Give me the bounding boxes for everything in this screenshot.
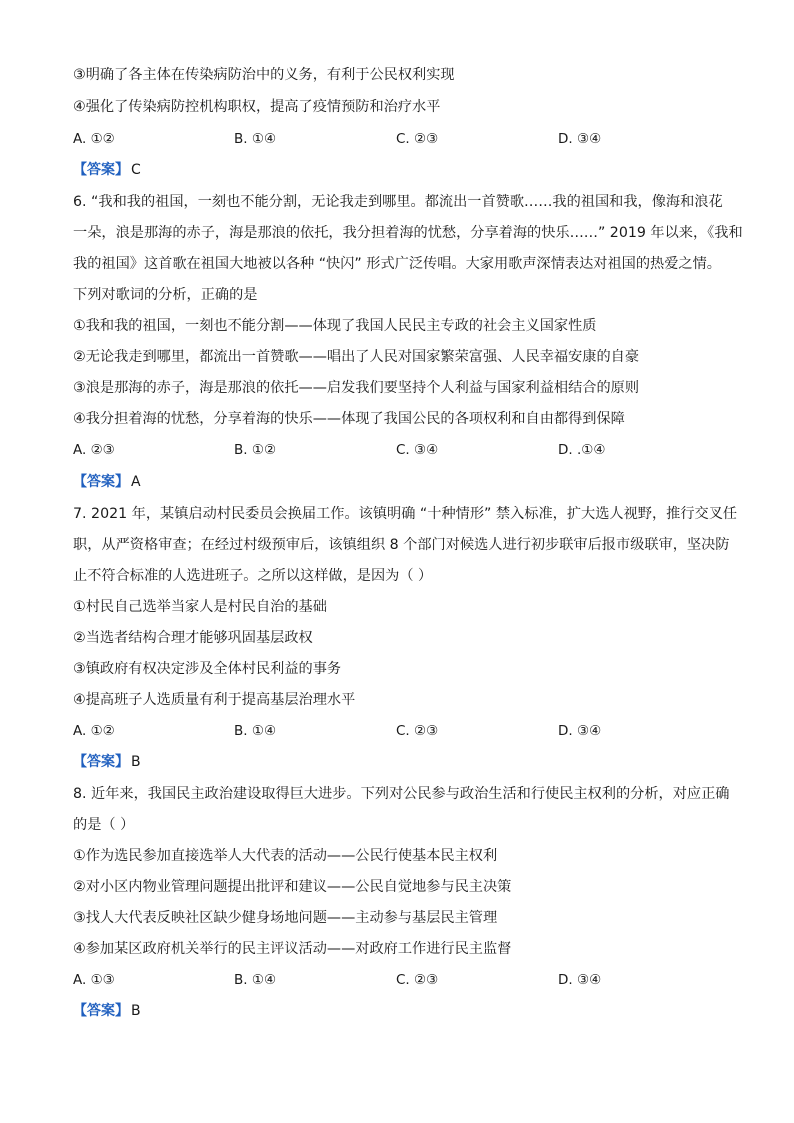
q6-stem-line-1: 6. “我和我的祖国，一刻也不能分割，无论我走到哪里。都流出一首赞歌……我的祖国和我，像海和浪花 bbox=[73, 194, 723, 210]
q7-item-1: ①村民自己选举当家人是村民自治的基础 bbox=[73, 599, 327, 615]
q8-option-c[interactable]: C. ②③ bbox=[396, 972, 439, 988]
q7-item-4: ④提高班子人选质量有利于提高基层治理水平 bbox=[73, 692, 356, 708]
q5-option-b[interactable]: B. ①④ bbox=[234, 131, 277, 147]
q6-option-c[interactable]: C. ③④ bbox=[396, 442, 439, 458]
answer-label: 【答案】 bbox=[73, 1003, 129, 1019]
q5-options bbox=[73, 129, 733, 149]
q8-option-a[interactable]: A. ①③ bbox=[73, 972, 115, 988]
q8-option-d[interactable]: D. ③④ bbox=[558, 972, 602, 988]
q6-stem-line-3: 我的祖国》这首歌在祖国大地被以各种 “快闪” 形式广泛传唱。大家用歌声深情表达对祖国的热爱之情。 bbox=[73, 256, 721, 272]
answer-value: C bbox=[131, 162, 141, 178]
q7-answer bbox=[73, 752, 141, 772]
q6-option-b[interactable]: B. ①② bbox=[234, 442, 277, 458]
q8-option-b[interactable]: B. ①④ bbox=[234, 972, 277, 988]
q6-item-3: ③浪是那海的赤子，海是那浪的依托——启发我们要坚持个人利益与国家利益相结合的原则 bbox=[73, 380, 640, 396]
answer-value: A bbox=[131, 474, 141, 490]
answer-label: 【答案】 bbox=[73, 162, 129, 178]
q8-stem-line-2: 的是（ ） bbox=[73, 817, 135, 833]
q6-answer bbox=[73, 472, 141, 492]
q7-item-3: ③镇政府有权决定涉及全体村民利益的事务 bbox=[73, 661, 342, 677]
q8-item-2: ②对小区内物业管理问题提出批评和建议——公民自觉地参与民主决策 bbox=[73, 879, 512, 895]
q5-answer bbox=[73, 160, 141, 180]
q8-item-4: ④参加某区政府机关举行的民主评议活动——对政府工作进行民主监督 bbox=[73, 941, 512, 957]
q8-stem-line-1: 8. 近年来，我国民主政治建设取得巨大进步。下列对公民参与政治生活和行使民主权利的分析，对应正确 bbox=[73, 786, 730, 802]
q7-stem-line-3: 止不符合标准的人选进班子。之所以这样做，是因为（ ） bbox=[73, 568, 433, 584]
q8-item-3: ③找人大代表反映社区缺少健身场地问题——主动参与基层民主管理 bbox=[73, 910, 498, 926]
q6-stem-line-2: 一朵，浪是那海的赤子，海是那浪的依托，我分担着海的忧愁，分享着海的快乐……” 2019 年以来，《我和 bbox=[73, 225, 743, 241]
q5-item-3: ③明确了各主体在传染病防治中的义务，有利于公民权利实现 bbox=[73, 67, 455, 83]
q8-answer bbox=[73, 1001, 141, 1021]
q6-option-a[interactable]: A. ②③ bbox=[73, 442, 115, 458]
answer-label: 【答案】 bbox=[73, 754, 129, 770]
q7-option-b[interactable]: B. ①④ bbox=[234, 723, 277, 739]
q7-stem-line-2: 职，从严资格审查；在经过村级预审后，该镇组织 8 个部门对候选人进行初步联审后报市级联审，坚决防 bbox=[73, 537, 730, 553]
q7-option-d[interactable]: D. ③④ bbox=[558, 723, 602, 739]
q5-item-4: ④强化了传染病防控机构职权，提高了疫情预防和治疗水平 bbox=[73, 99, 441, 115]
answer-value: B bbox=[131, 1003, 141, 1019]
q7-options bbox=[73, 721, 733, 741]
q6-options bbox=[73, 440, 733, 460]
q6-item-1: ①我和我的祖国，一刻也不能分割——体现了我国人民民主专政的社会主义国家性质 bbox=[73, 318, 597, 334]
answer-value: B bbox=[131, 754, 141, 770]
q6-stem-line-4: 下列对歌词的分析，正确的是 bbox=[73, 287, 258, 303]
q8-options bbox=[73, 970, 733, 990]
q8-item-1: ①作为选民参加直接选举人大代表的活动——公民行使基本民主权利 bbox=[73, 848, 498, 864]
q5-option-a[interactable]: A. ①② bbox=[73, 131, 115, 147]
q6-item-4: ④我分担着海的忧愁，分享着海的快乐——体现了我国公民的各项权利和自由都得到保障 bbox=[73, 411, 625, 427]
q6-item-2: ②无论我走到哪里，都流出一首赞歌——唱出了人民对国家繁荣富强、人民幸福安康的自豪 bbox=[73, 349, 640, 365]
q7-option-c[interactable]: C. ②③ bbox=[396, 723, 439, 739]
q7-option-a[interactable]: A. ①② bbox=[73, 723, 115, 739]
q5-option-c[interactable]: C. ②③ bbox=[396, 131, 439, 147]
q7-stem-line-1: 7. 2021 年，某镇启动村民委员会换届工作。该镇明确 “十种情形” 禁入标准，扩大选人视野，推行交叉任 bbox=[73, 506, 738, 522]
q7-item-2: ②当选者结构合理才能够巩固基层政权 bbox=[73, 630, 313, 646]
q5-option-d[interactable]: D. ③④ bbox=[558, 131, 602, 147]
q6-option-d[interactable]: D. .①④ bbox=[558, 442, 606, 458]
answer-label: 【答案】 bbox=[73, 474, 129, 490]
